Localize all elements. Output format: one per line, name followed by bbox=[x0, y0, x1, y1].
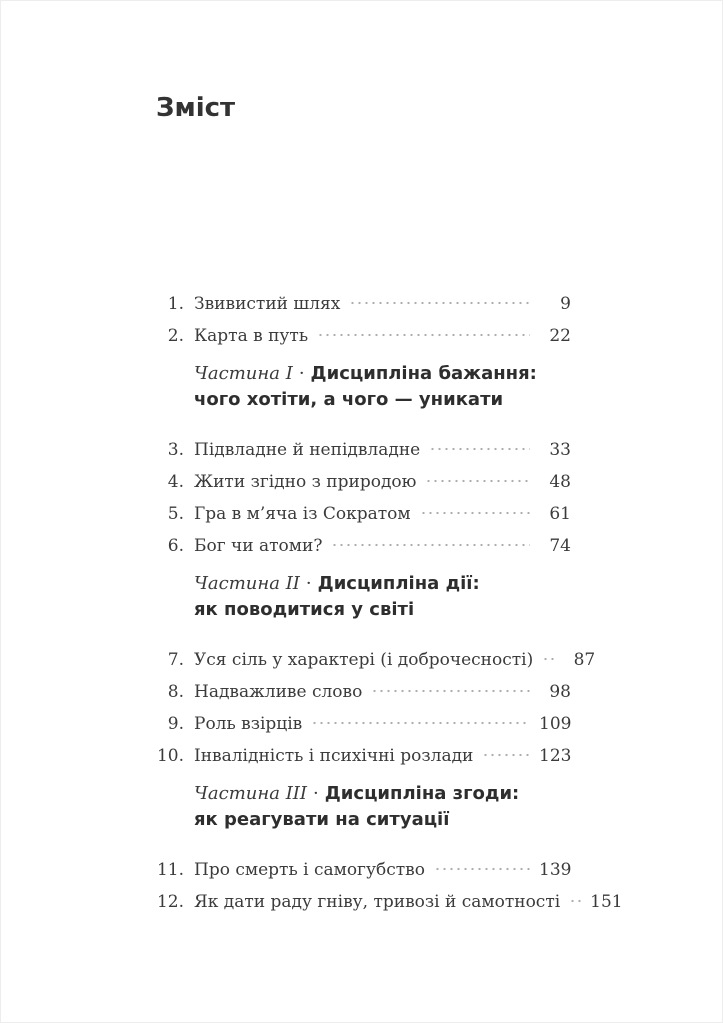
section-separator: · bbox=[313, 783, 319, 804]
toc-entry-number: 2. bbox=[167, 326, 184, 346]
dotted-leader bbox=[542, 653, 554, 665]
section-heading-line1 bbox=[194, 781, 571, 807]
toc-entry-number: 3. bbox=[167, 440, 184, 460]
toc-entry-label: Жити згідно з природою bbox=[194, 472, 417, 492]
toc-entry-page: 139 bbox=[539, 860, 572, 880]
toc-entry bbox=[156, 892, 623, 912]
section-title-line2: чого хотіти, а чого — уникати bbox=[194, 389, 504, 410]
toc-entry bbox=[156, 295, 571, 314]
toc-entry bbox=[156, 441, 571, 460]
dotted-leader bbox=[482, 749, 530, 761]
toc-entry bbox=[156, 683, 571, 702]
toc-entry-page: 151 bbox=[590, 892, 623, 912]
toc-list bbox=[156, 294, 623, 912]
toc-entry-page: 9 bbox=[560, 294, 571, 314]
toc-entry-page: 123 bbox=[539, 746, 572, 766]
toc-entry-label: Бог чи атоми? bbox=[194, 536, 323, 556]
toc-entry-label: Як дати раду гніву, тривозі й самотності bbox=[194, 892, 561, 912]
toc-entry-label: Про смерть і самогубство bbox=[194, 860, 425, 880]
dotted-leader bbox=[569, 895, 581, 907]
dotted-leader bbox=[425, 475, 530, 487]
dotted-leader bbox=[331, 539, 530, 551]
section-title-line1: Дисципліна згоди: bbox=[324, 783, 520, 804]
toc-entry-label: Підвладне й непідвладне bbox=[194, 440, 421, 460]
toc-entry-page: 33 bbox=[549, 440, 571, 460]
toc-entry-page: 74 bbox=[549, 536, 571, 556]
toc-entry bbox=[156, 715, 571, 734]
section-part-label: Частина II bbox=[194, 573, 300, 594]
dotted-leader bbox=[311, 717, 530, 729]
dotted-leader bbox=[317, 329, 530, 341]
toc-entry-number: 11. bbox=[156, 860, 184, 880]
toc-entry bbox=[156, 650, 596, 670]
section-title-line2: як реагувати на ситуації bbox=[194, 809, 450, 830]
toc-entry bbox=[156, 537, 571, 556]
dotted-leader bbox=[371, 685, 530, 697]
section-title-line1: Дисципліна дії: bbox=[317, 573, 480, 594]
toc-entry-label: Звивистий шлях bbox=[194, 294, 341, 314]
toc-entry bbox=[156, 505, 571, 524]
toc-entry-label: Інвалідність і психічні розлади bbox=[194, 746, 474, 766]
section-title-line1: Дисципліна бажання: bbox=[310, 363, 537, 384]
toc-entry-label: Роль взірців bbox=[194, 714, 303, 734]
toc-entry-number: 8. bbox=[167, 682, 184, 702]
section-separator: · bbox=[305, 573, 312, 594]
toc-entry-number: 5. bbox=[167, 504, 184, 524]
section-heading-line1 bbox=[194, 571, 571, 597]
dotted-leader bbox=[420, 507, 530, 519]
toc-entry-label: Уся сіль у характері (і доброчесності) bbox=[194, 650, 534, 670]
dotted-leader bbox=[434, 863, 530, 875]
toc-entry bbox=[156, 473, 571, 492]
toc-entry bbox=[156, 747, 571, 766]
toc-entry-number: 12. bbox=[156, 892, 184, 912]
toc-entry-page: 48 bbox=[549, 472, 571, 492]
section-title-line2: як поводитися у світі bbox=[194, 599, 415, 620]
toc-entry-page: 22 bbox=[549, 326, 571, 346]
toc-section-heading bbox=[194, 781, 571, 833]
toc-entry-page: 87 bbox=[573, 650, 596, 670]
toc-entry-number: 9. bbox=[167, 714, 184, 734]
section-part-label: Частина III bbox=[194, 783, 308, 804]
toc-section-heading bbox=[194, 571, 571, 623]
dotted-leader bbox=[349, 297, 530, 309]
section-separator: · bbox=[298, 363, 305, 384]
toc-entry-page: 61 bbox=[549, 504, 571, 524]
section-heading-line1 bbox=[194, 361, 571, 387]
toc-entry bbox=[156, 327, 571, 346]
toc-entry bbox=[156, 861, 571, 880]
toc-entry-label: Гра в м’яча із Сократом bbox=[194, 504, 411, 524]
toc-entry-number: 1. bbox=[167, 294, 184, 314]
toc-entry-number: 4. bbox=[167, 472, 184, 492]
toc-entry-label: Надважливе слово bbox=[194, 682, 363, 702]
toc-entry-number: 7. bbox=[167, 650, 184, 670]
toc-entry-label: Карта в путь bbox=[194, 326, 309, 346]
toc-entry-number: 6. bbox=[167, 536, 184, 556]
dotted-leader bbox=[429, 443, 530, 455]
page-title: Зміст bbox=[156, 93, 236, 123]
toc-entry-number: 10. bbox=[156, 746, 184, 766]
section-part-label: Частина I bbox=[194, 363, 293, 384]
toc-section-heading bbox=[194, 361, 571, 413]
toc-entry-page: 98 bbox=[549, 682, 571, 702]
toc-entry-page: 109 bbox=[539, 714, 572, 734]
